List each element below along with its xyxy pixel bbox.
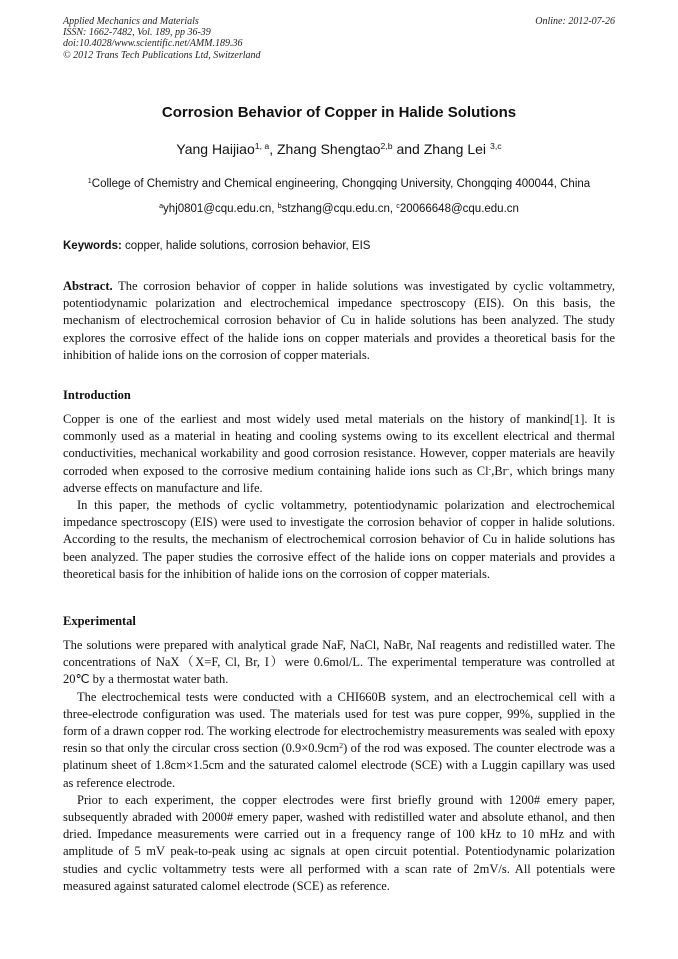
paragraph: Prior to each experiment, the copper electrodes were first briefly ground with 1200# emery paper, subsequently abraded with 2000# emery paper, washed with redistilled water and absolute ethanol, and then dried. Impedance measurements were carried out in a frequency range of 100 kHz to 10 mHz and with amplitude of 5 mV peak-to-peak using ac signals at open circuit potential. Potentiodynamic polarization studies and cyclic voltammetry tests were all performed with a scan rate of 2mV/s. All potentials were measured against saturated calomel electrode (SCE) as reference. bbox=[63, 792, 615, 893]
doi-line: doi:10.4028/www.scientific.net/AMM.189.36 bbox=[63, 38, 243, 50]
paragraph: The electrochemical tests were conducted with a CHI660B system, and an electrochemical cell with a three-electrode configuration was used. The materials used for test was pure copper, 99%, supplied in the form of a drawn copper rod. The working electrode for electrochemistry measurements was sealed with epoxy resin so that only the circular cross section $(0.9\times 0.9cm^2)$ of the rod was exposed. The counter electrode was a platinum sheet of 1.8cm×1.5cm and the saturated calomel electrode (SCE) with a Luggin capillary was used as reference electrode. bbox=[63, 689, 615, 790]
author-affil-mark: 3,c bbox=[490, 141, 502, 152]
keywords bbox=[63, 240, 615, 252]
email-mark: b bbox=[277, 202, 282, 211]
author-emails bbox=[63, 203, 615, 215]
section-heading-introduction: Introduction bbox=[63, 388, 131, 402]
email-mark: c bbox=[396, 202, 400, 211]
abstract-text: The corrosion behavior of copper in halide solutions was investigated by cyclic voltammetry, potentiodynamic polarization and electrochemical impedance spectroscopy (EIS). On this basis, the mechanism of electrochemical corrosion behavior of Cu in halide solutions has been analyzed. The study explores the corrosive effect of the halide ions on copper materials and provides a theoretical basis for the inhibition of halide ions on the corrosion of copper materials. bbox=[63, 279, 615, 362]
issn-line: ISSN: 1662-7482, Vol. 189, pp 36-39 bbox=[63, 27, 211, 39]
author-separator: , bbox=[269, 141, 277, 157]
journal-header bbox=[63, 16, 615, 61]
author-name: Yang Haijiao bbox=[176, 141, 255, 157]
paragraph: Copper is one of the earliest and most widely used metal materials on the history of mankind[1]. It is commonly used as a material in heating and cooling systems owing to its excellent electrical and thermal conductivities, mechanical workability and good corrosion resistance. However, copper materials are heavily corroded when exposed to the corrosive medium containing halide ions such as Cl-,Br-, which brings many adverse effects on manufacture and life. bbox=[63, 412, 615, 495]
email-link[interactable]: 20066648@cqu.edu.cn bbox=[399, 203, 519, 215]
author-name: Zhang Lei bbox=[423, 141, 487, 157]
author-affil-mark: 2,b bbox=[380, 141, 393, 152]
paper-title: Corrosion Behavior of Copper in Halide Solutions bbox=[161, 104, 517, 121]
introduction-body bbox=[63, 411, 615, 583]
affiliation bbox=[63, 178, 615, 190]
section-heading-experimental: Experimental bbox=[63, 614, 136, 628]
abstract-label: Abstract. bbox=[63, 279, 113, 293]
email-link[interactable]: stzhang@cqu.edu.cn, bbox=[281, 203, 397, 215]
author-affil-mark: 1, a bbox=[254, 141, 270, 152]
paragraph: The solutions were prepared with analytical grade NaF, NaCl, NaBr, NaI reagents and redistilled water. The concentrations of NaX（X=F, Cl, Br, I）were 0.6mol/L. The experimental temperature was controlled at 20℃ by a thermostat water bath. bbox=[63, 638, 615, 687]
online-date: Online: 2012-07-26 bbox=[535, 16, 615, 27]
email-link[interactable]: yhj0801@cqu.edu.cn, bbox=[163, 203, 278, 215]
journal-name: Applied Mechanics and Materials bbox=[63, 16, 199, 27]
author-separator: and bbox=[392, 141, 424, 157]
email-mark: a bbox=[159, 202, 164, 211]
affiliation-text: College of Chemistry and Chemical engineering, Chongqing University, Chongqing 400044, China bbox=[91, 178, 591, 190]
abstract bbox=[63, 278, 615, 364]
affiliation-mark: 1 bbox=[87, 177, 92, 186]
copyright-line: © 2012 Trans Tech Publications Ltd, Switzerland bbox=[63, 49, 261, 61]
experimental-body bbox=[63, 637, 615, 895]
keywords-text: copper, halide solutions, corrosion behavior, EIS bbox=[121, 240, 371, 252]
keywords-label: Keywords: bbox=[63, 240, 122, 252]
author-list bbox=[63, 141, 615, 157]
paragraph: In this paper, the methods of cyclic voltammetry, potentiodynamic polarization and electrochemical impedance spectroscopy (EIS) were used to investigate the corrosion behavior of copper in halide solutions. According to the results, the mechanism of electrochemical corrosion behavior of Cu in halide solutions has been analyzed. The paper studies the corrosive effect of the halide ions on copper materials and provides a theoretical basis for the inhibition of halide ions on the corrosion of copper materials. bbox=[63, 498, 615, 581]
author-name: Zhang Shengtao bbox=[277, 141, 381, 157]
